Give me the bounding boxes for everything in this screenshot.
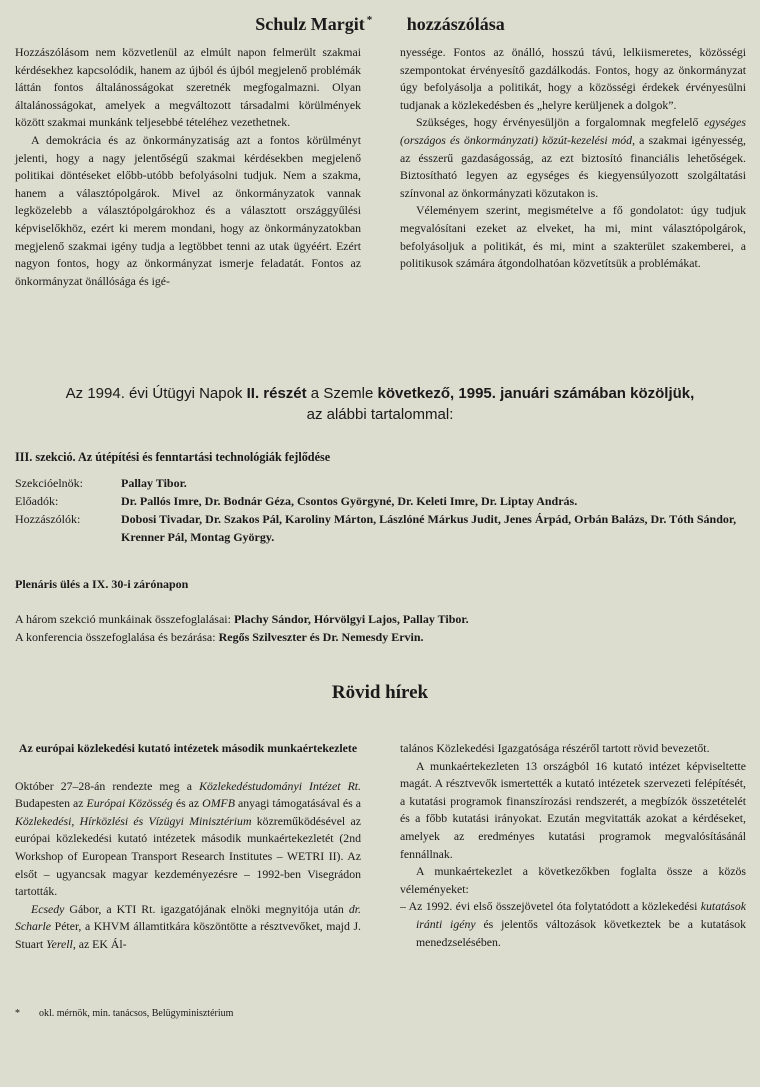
emphasis: Európai Közösség [86,796,173,811]
paragraph [15,901,361,954]
role-label: Hozzászólók: [15,512,81,526]
footnote-star: * [15,1008,20,1019]
text-run: Október 27–28-án rendezte meg a [15,778,200,793]
text-run: és jelentős változások következtek be a kutatások menedzselésében. [416,916,747,949]
emphasis: kutatások iránti igény [416,899,746,931]
article-title [0,14,760,35]
news-heading: Rövid hírek [331,682,429,703]
role-value: Dobosi Tivadar, Dr. Szakos Pál, Karoliny Márton, Lászlóné Márkus Judit, Jenes Árpád, Orbán Balázs, Dr. Tóth Sándor, Krenner Pál, Montag György. [121,512,737,544]
role-row [15,474,745,492]
emphasis: Ecsedy [31,901,65,916]
emphasis: Közlekedési, Hírközlési és Vízügyi Minisztérium [15,813,252,828]
summary-line: A konferencia összefoglalása és bezárása: Regős Szilveszter és Dr. Nemesdy Ervin. [15,630,424,644]
emphasis: egységes (országos és önkormányzati) közút-kezelési mód [400,115,746,147]
paragraph [400,898,746,951]
paragraph: A munkaértekezlet a következőkben foglalta össze a közös véleményeket: [400,864,746,896]
role-value: Pallay Tibor. [121,476,187,490]
paragraph: Hozzászólásom nem közvetlenül az elmúlt napon felmerült szakmai kérdésekhez kapcsolódik, hanem az újból és újból megjelenő problémák láttán fontos általánosságokat szeretnék megfogalmazni. Olyan általánosságokat, amelyek a megváltozott társadalmi körülmények között szakmai munkánk teljesebbé tételéhez vezethetnek. [15,45,361,130]
announcement [0,383,760,425]
section-roles [15,474,745,546]
author-name: Schulz Margit * [255,14,373,34]
text-run: és az [172,796,203,811]
emphasis: Yerell [46,936,73,951]
summary-line: A három szekció munkáinak összefoglalásai: Plachy Sándor, Hórvölgyi Lajos, Pallay Tibor. [15,612,469,626]
news-column-right [400,740,746,951]
announcement-line1: Az 1994. évi Útügyi Napok II. részét a Szemle következő, 1995. januári számában közöljük, [65,385,695,402]
paragraph: A demokrácia és az önkormányzatiság azt a fontos körülményt jelenti, hogy a nagy jelentőségű szakmai kérdésekben megjelenő politikai döntéseket előbb-utóbb befolyásolni tudjuk. Nem a szakma, hanem a választópolgárok. Mivel az önkormányzatok vannak legközelebb a választópolgárokhoz és a választott országgyűlési képviselőkhöz, ezért ki merem mondani, hogy az önkormányzatokban megjelenő szakmai igény tudja a legtöbbet tenni az utak ügyéért. Ezért nagyon fontos, hogy az önkormányzat ismerje feladatát. Fontos az önkormányzat önállósága és igé- [15,132,361,288]
paragraph: Szükséges, hogy érvényesüljön a forgalomnak megfelelő egységes (országos és önkormányzati) közút-kezelési mód, a szakmai igényesség, az ésszerű gazdaságosság, az ezt biztosító financiális lehetőségek. Biztosítható legyen az egységes és kiegyensúlyozott szolgáltatási színvonal az önkormányzati közutakon is. [400,115,746,200]
text-run: , az EK Ál- [72,936,127,951]
text-run: – Az 1992. évi első összejövetel óta folytatódott a közlekedési [400,899,701,914]
paragraph: Véleményem szerint, megismételve a fő gondolatot: úgy tudjuk megvalósítani ezeket az elveket, ha mi, mint választópolgárok, befolyásoljuk a politikát, és mi, mint a szakterület szakemberei, a politikusok számára átgondolhatóan közvetítsük a problémákat. [400,203,746,271]
paragraph: A munkaértekezleten 13 országból 16 kutató intézet képviseltette magát. A résztvevők ismertették a kutató intézetek szervezeti felépítését, a kutatási programok finanszírozási rendszerét, a megbízók összetételét és a főbb kutatási irányokat. Ezután megvitatták azokat a kérdéseket, amelyek az eredményes kutatási programok megvalósításánál fennállnak. [400,758,746,861]
text-run: Gábor, a KTI Rt. igazgatójának elnöki megnyitója után [64,901,349,916]
article-column-left [15,44,361,290]
title-suffix: hozzászólása [406,14,505,34]
footnote-mark: * [366,14,373,26]
footnote [15,1007,361,1021]
emphasis: dr. Scharle [15,901,361,934]
footnote-text: okl. mérnök, min. tanácsos, Belügyminisztérium [39,1008,234,1019]
text-run: anyagi támogatásával és a [234,796,361,811]
news-column-left [15,740,361,954]
role-row [15,510,745,546]
paragraph [15,778,361,901]
role-label: Szekcióelnök: [15,476,83,490]
role-value: Dr. Pallós Imre, Dr. Bodnár Géza, Csontos Györgyné, Dr. Keleti Imre, Dr. Liptay András. [121,494,578,508]
role-label: Előadók: [15,494,59,508]
emphasis: OMFB [202,796,235,811]
announcement-line2: az alábbi tartalommal: [306,406,454,423]
paragraph: talános Közlekedési Igazgatósága részéről tartott rövid bevezetőt. [400,741,710,755]
text-run: Budapesten az [15,796,87,811]
text-run: Péter, a KHVM államtitkára köszöntötte a résztvevőket, majd J. Stuart [15,919,361,951]
text-run: közreműködésével az európai közlekedési kutató intézetek második munkaértekezletét (2nd Workshop of European Transport Research Institutes – WETRI II). Az elsőt – ugyancsak magyar kezdeményezésre – 1992-ben Visegrádon tartották. [15,813,361,899]
role-row [15,492,745,510]
plenary-title: Plenáris ülés a IX. 30-i zárónapon [15,577,189,591]
paragraph: nyessége. Fontos az önálló, hosszú távú, lelkiismeretes, közösségi szempontokat érvényesítő gazdálkodás. Fontos, hogy az önkormányzat úgy befolyásolja a politikát, hogy a közösségi érdekek érvényesülni tudjanak a közlekedésben és „helyre kerüljenek a dolgok”. [400,45,746,112]
plenary-summary [15,610,745,646]
article-column-right [400,44,746,273]
news-article-title: Az európai közlekedési kutató intézetek második munkaértekezlete [18,741,358,755]
section-title: III. szekció. Az útépítési és fenntartási technológiák fejlődése [15,450,331,464]
emphasis: Közlekedéstudományi Intézet Rt. [199,778,361,793]
